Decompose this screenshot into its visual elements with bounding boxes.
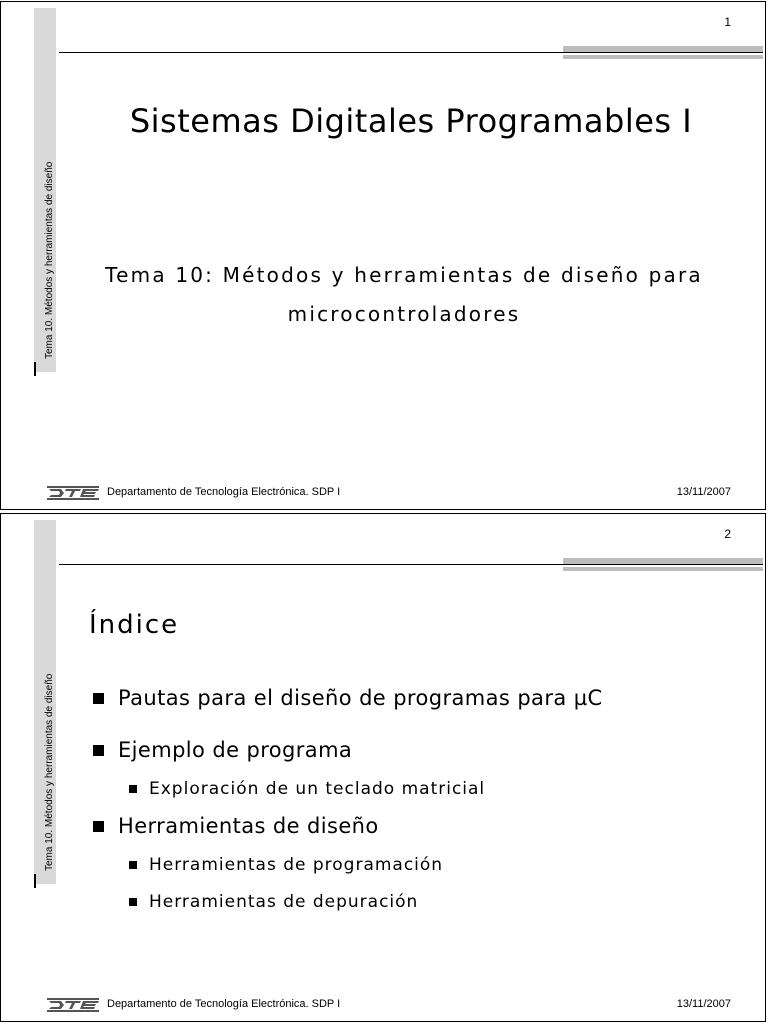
header-accent-bar-lower bbox=[563, 55, 763, 59]
subtitle-line-2: microcontroladores bbox=[287, 302, 521, 326]
list-item bbox=[129, 855, 443, 875]
bullet-square-icon bbox=[129, 861, 137, 869]
list-item bbox=[93, 686, 603, 710]
index-heading: Índice bbox=[89, 610, 180, 640]
list-item-text: Herramientas de programación bbox=[149, 855, 444, 875]
page-number: 2 bbox=[724, 527, 731, 541]
sidebar-text: Tema 10. Métodos y herramientas de diseño bbox=[44, 161, 55, 359]
sidebar-text: Tema 10. Métodos y herramientas de diseño bbox=[44, 673, 55, 871]
bullet-square-icon bbox=[129, 785, 137, 793]
header-rule bbox=[59, 564, 763, 565]
header-rule bbox=[59, 52, 763, 53]
list-item bbox=[129, 779, 485, 799]
bullet-square-icon bbox=[93, 693, 104, 704]
header-accent-bar-lower bbox=[563, 567, 763, 571]
bullet-square-icon bbox=[93, 821, 104, 832]
list-item-text: Pautas para el diseño de programas para µC bbox=[118, 686, 603, 710]
list-item-text: Herramientas de depuración bbox=[149, 892, 419, 912]
sidebar-marker bbox=[34, 362, 36, 376]
bullet-square-icon bbox=[93, 745, 104, 756]
footer-department: Departamento de Tecnología Electrónica. SDP I bbox=[107, 486, 341, 498]
footer-date: 13/11/2007 bbox=[676, 998, 731, 1010]
list-item-text: Exploración de un teclado matricial bbox=[149, 779, 486, 799]
list-item bbox=[129, 892, 418, 912]
page-number: 1 bbox=[724, 15, 731, 29]
header-accent-bar bbox=[563, 558, 763, 564]
dte-logo-icon bbox=[45, 484, 101, 502]
subtitle-line-1: Tema 10: Métodos y herramientas de diseño para bbox=[105, 263, 703, 287]
header-accent-bar bbox=[563, 46, 763, 52]
footer-department: Departamento de Tecnología Electrónica. SDP I bbox=[107, 998, 341, 1010]
list-item-text: Ejemplo de programa bbox=[118, 738, 353, 762]
slide-title: Sistemas Digitales Programables I bbox=[129, 102, 693, 140]
footer-date: 13/11/2007 bbox=[676, 486, 731, 498]
sidebar-marker bbox=[34, 874, 36, 888]
list-item bbox=[93, 814, 379, 838]
dte-logo-icon bbox=[45, 996, 101, 1014]
bullet-square-icon bbox=[129, 898, 137, 906]
slide-2 bbox=[0, 513, 766, 1022]
list-item-text: Herramientas de diseño bbox=[118, 814, 379, 838]
slide-subtitle bbox=[61, 256, 747, 334]
list-item bbox=[93, 738, 352, 762]
slide-1 bbox=[0, 1, 766, 510]
